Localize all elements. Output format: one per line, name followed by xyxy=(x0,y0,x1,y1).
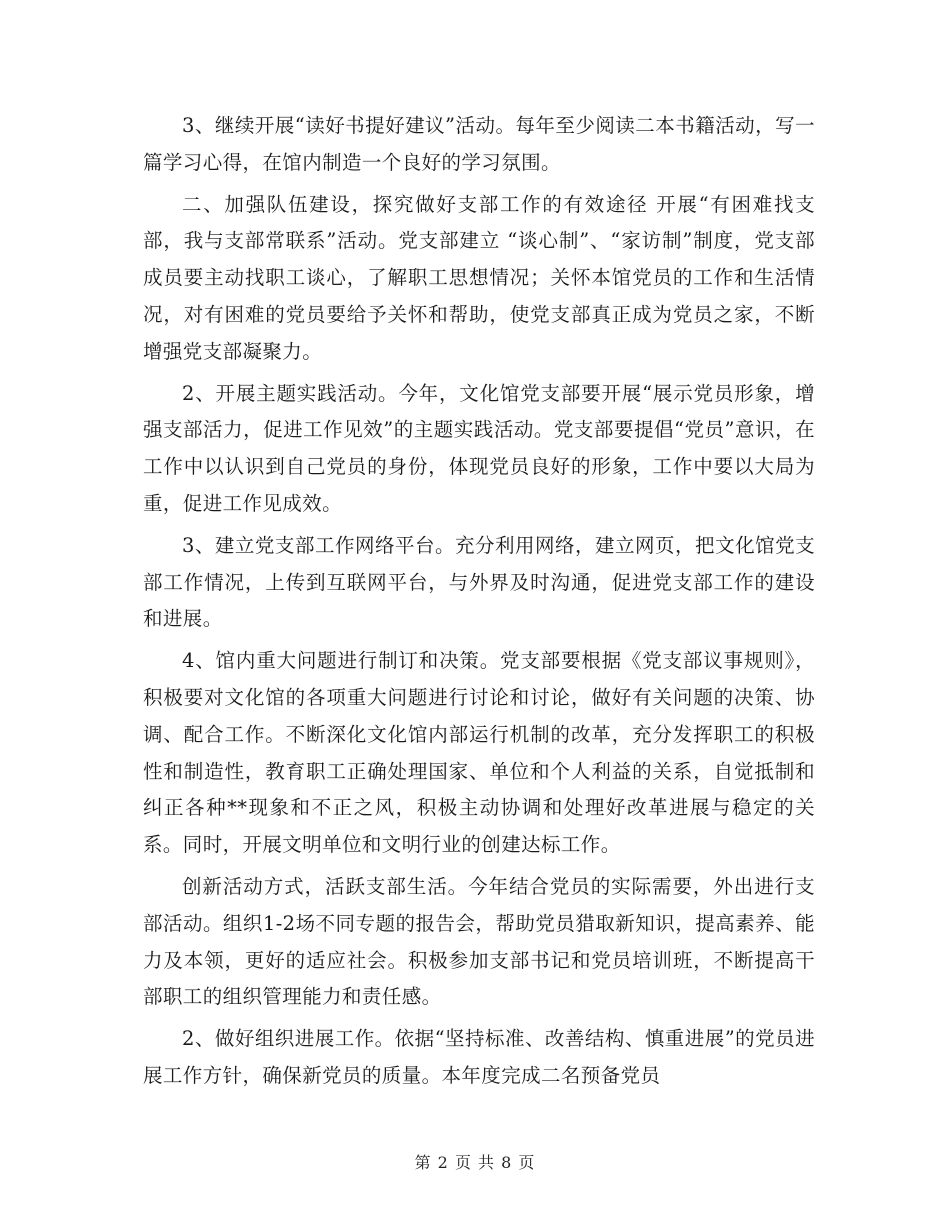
paragraph-network-platform: 3、建立党支部工作网络平台。充分利用网络，建立网页，把文化馆党支部工作情况，上传到互联网平台，与外界及时沟通，促进党支部工作的建设和进展。 xyxy=(143,533,815,631)
paragraph-activity-innovation: 创新活动方式，活跃支部生活。今年结合党员的实际需要，外出进行支部活动。组织1-2场不同专题的报告会，帮助党员猎取新知识，提高素养、能力及本领，更好的适应社会。积极参加支部书记和党员培训班，不断提高干部职工的组织管理能力和责任感。 xyxy=(143,874,815,1009)
document-body xyxy=(143,108,815,1100)
page-number-footer: 第 2 页 共 8 页 xyxy=(414,1153,536,1172)
paragraph-reading-activity: 3、继续开展“读好书提好建议”活动。每年至少阅读二本书籍活动，写一篇学习心得，在馆内制造一个良好的学习氛围。 xyxy=(143,114,815,174)
paragraph-major-decisions: 4、馆内重大问题进行制订和决策。党支部要根据《党支部议事规则》，积极要对文化馆的各项重大问题进行讨论和讨论，做好有关问题的决策、协调、配合工作。不断深化文化馆内部运行机制的改革，充分发挥职工的积极性和制造性，教育职工正确处理国家、单位和个人利益的关系，自觉抵制和纠正各种**现象和不正之风，积极主动协调和处理好改革进展与稳定的关系。同时，开展文明单位和文明行业的创建达标工作。 xyxy=(143,649,815,857)
paragraph-theme-practice: 2、开展主题实践活动。今年，文化馆党支部要开展“展示党员形象，增强支部活力，促进工作见效”的主题实践活动。党支部要提倡“党员”意识，在工作中以认识到自己党员的身份，体现党员良好的形象，工作中要以大局为重，促进工作见成效。 xyxy=(143,381,815,515)
paragraph-organization-development: 2、做好组织进展工作。依据“坚持标准、改善结构、慎重进展”的党员进展工作方针，确保新党员的质量。本年度完成二名预备党员 xyxy=(143,1027,815,1087)
paragraph-team-building: 二、加强队伍建设，探究做好支部工作的有效途径 开展“有困难找支部，我与支部常联系”活动。党支部建立 “谈心制”、“家访制”制度，党支部成员要主动找职工谈心，了解职工思想情况；关怀本馆党员的工作和生活情况，对有困难的党员要给予关怀和帮助，使党支部真正成为党员之家，不断增强党支部凝聚力。 xyxy=(143,192,815,363)
